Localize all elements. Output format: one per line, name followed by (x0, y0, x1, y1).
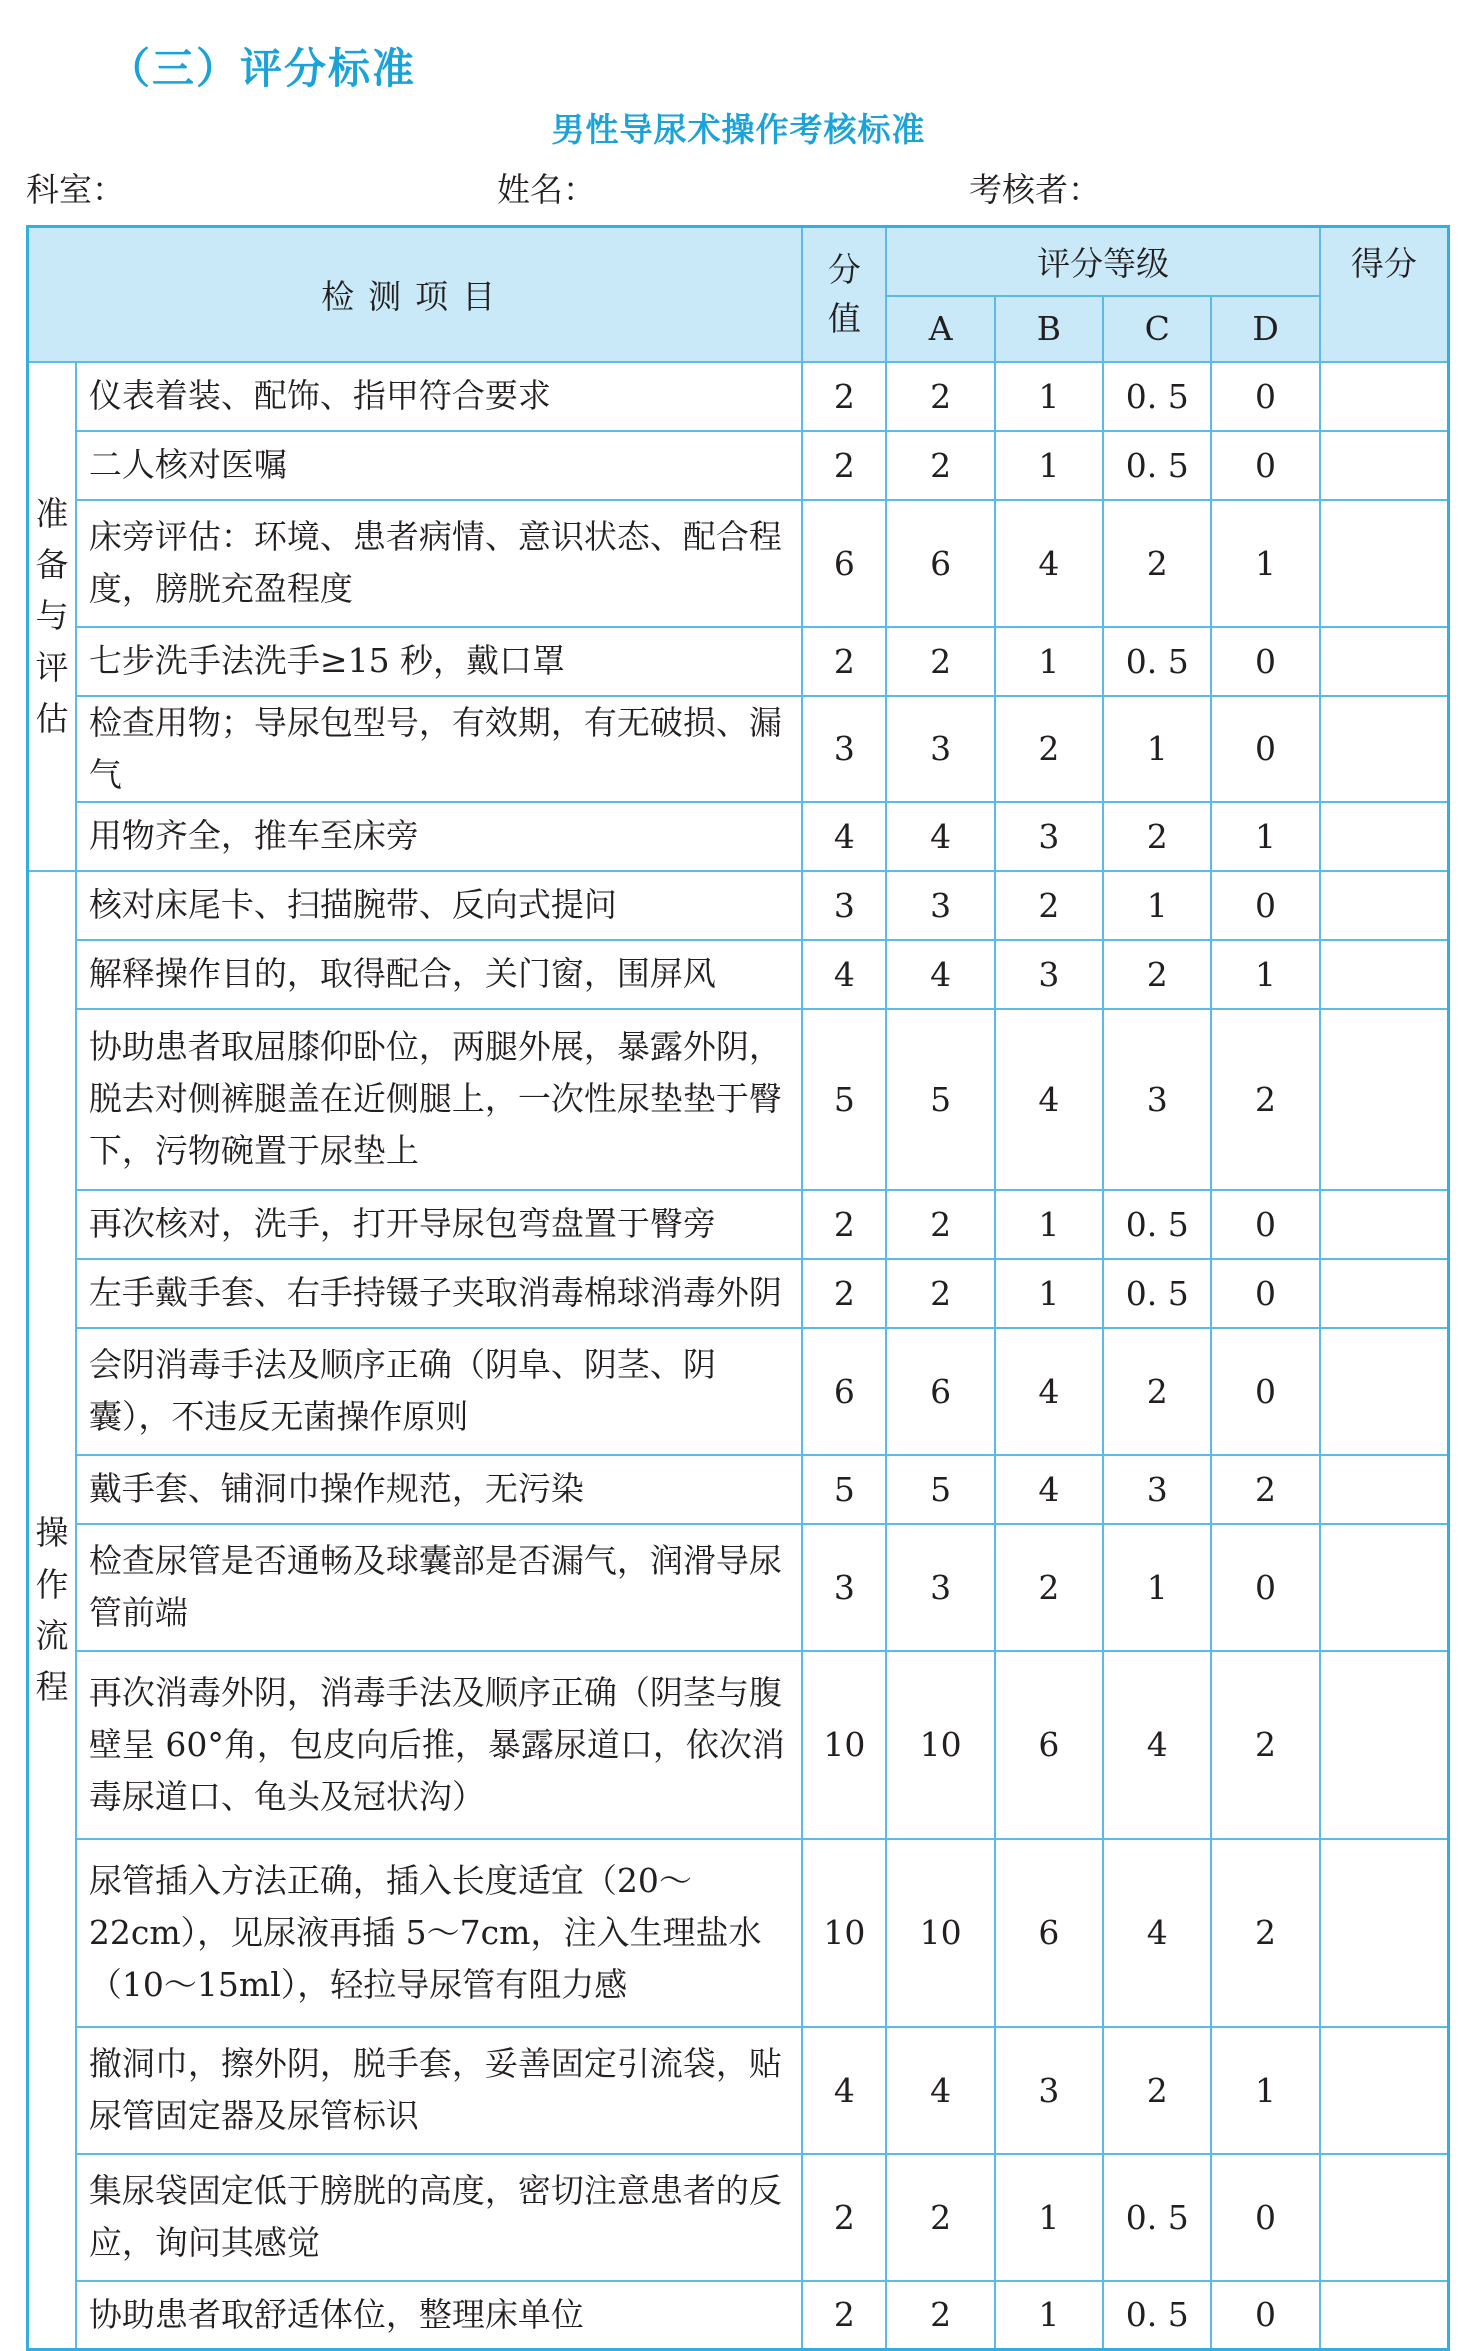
grade-d-cell: 2 (1211, 1009, 1319, 1190)
table-row (28, 1455, 1449, 1524)
section-title: （三）评分标准 (108, 44, 417, 93)
category-label: 准 备 与 评 估 (28, 362, 76, 871)
table-row (28, 1190, 1449, 1259)
score-cell[interactable] (1320, 2027, 1449, 2154)
grade-a-cell: 2 (886, 2281, 994, 2350)
grade-d-cell: 2 (1211, 1839, 1319, 2027)
table-row (28, 1839, 1449, 2027)
grade-d-cell: 0 (1211, 627, 1319, 696)
item-text: 解释操作目的，取得配合，关门窗，围屏风 (76, 940, 802, 1009)
score-cell[interactable] (1320, 1259, 1449, 1328)
grade-d-cell: 0 (1211, 871, 1319, 940)
points-cell: 3 (802, 1524, 886, 1651)
grade-b-cell: 1 (995, 627, 1103, 696)
table-row (28, 1328, 1449, 1455)
grade-b-cell: 1 (995, 2154, 1103, 2281)
grade-b-cell: 6 (995, 1651, 1103, 1839)
header-item: 检测项目 (28, 227, 803, 362)
grade-a-cell: 5 (886, 1009, 994, 1190)
grade-d-cell: 0 (1211, 1524, 1319, 1651)
points-cell: 6 (802, 1328, 886, 1455)
table-row (28, 500, 1449, 627)
item-text: 戴手套、铺洞巾操作规范，无污染 (76, 1455, 802, 1524)
grade-d-cell: 2 (1211, 1455, 1319, 1524)
item-text: 撤洞巾，擦外阴，脱手套，妥善固定引流袋，贴尿管固定器及尿管标识 (76, 2027, 802, 2154)
name-label: 姓名： (497, 170, 596, 209)
points-cell: 2 (802, 627, 886, 696)
points-cell: 2 (802, 1190, 886, 1259)
score-cell[interactable] (1320, 871, 1449, 940)
table-row (28, 1259, 1449, 1328)
table-row (28, 362, 1449, 431)
points-cell: 2 (802, 431, 886, 500)
grade-a-cell: 2 (886, 627, 994, 696)
grade-c-cell: 2 (1103, 1328, 1211, 1455)
grade-c-cell: 2 (1103, 802, 1211, 871)
grade-b-cell: 4 (995, 1009, 1103, 1190)
points-cell: 6 (802, 500, 886, 627)
table-row (28, 1009, 1449, 1190)
score-cell[interactable] (1320, 362, 1449, 431)
item-text: 仪表着装、配饰、指甲符合要求 (76, 362, 802, 431)
grade-c-cell: 4 (1103, 1651, 1211, 1839)
table-row (28, 2154, 1449, 2281)
item-text: 尿管插入方法正确，插入长度适宜（20～22cm），见尿液再插 5～7cm，注入生理盐水（10～15ml），轻拉导尿管有阻力感 (76, 1839, 802, 2027)
grade-a-cell: 2 (886, 431, 994, 500)
header-grade-a: A (886, 296, 994, 362)
grade-c-cell: 2 (1103, 940, 1211, 1009)
grade-a-cell: 3 (886, 1524, 994, 1651)
grade-b-cell: 3 (995, 2027, 1103, 2154)
table-row (28, 2027, 1449, 2154)
grade-d-cell: 0 (1211, 696, 1319, 802)
table-row (28, 871, 1449, 940)
header-score: 得分 (1320, 227, 1449, 362)
grade-c-cell: 0. 5 (1103, 2154, 1211, 2281)
item-text: 二人核对医嘱 (76, 431, 802, 500)
table-row (28, 802, 1449, 871)
department-label: 科室： (26, 170, 125, 209)
grade-a-cell: 2 (886, 1190, 994, 1259)
grade-a-cell: 5 (886, 1455, 994, 1524)
points-cell: 4 (802, 940, 886, 1009)
scoring-table (26, 225, 1450, 2351)
points-cell: 10 (802, 1839, 886, 2027)
points-cell: 2 (802, 362, 886, 431)
table-header (28, 227, 1449, 362)
grade-c-cell: 1 (1103, 1524, 1211, 1651)
table-row (28, 696, 1449, 802)
score-cell[interactable] (1320, 431, 1449, 500)
grade-c-cell: 3 (1103, 1455, 1211, 1524)
header-points: 分 值 (802, 227, 886, 362)
grade-c-cell: 0. 5 (1103, 627, 1211, 696)
item-text: 床旁评估：环境、患者病情、意识状态、配合程度，膀胱充盈程度 (76, 500, 802, 627)
score-cell[interactable] (1320, 1524, 1449, 1651)
grade-b-cell: 2 (995, 1524, 1103, 1651)
item-text: 会阴消毒手法及顺序正确（阴阜、阴茎、阴囊），不违反无菌操作原则 (76, 1328, 802, 1455)
grade-d-cell: 0 (1211, 1190, 1319, 1259)
table-row (28, 1524, 1449, 1651)
grade-a-cell: 4 (886, 2027, 994, 2154)
grade-d-cell: 0 (1211, 1259, 1319, 1328)
grade-a-cell: 2 (886, 2154, 994, 2281)
item-text: 七步洗手法洗手≥15 秒，戴口罩 (76, 627, 802, 696)
score-cell[interactable] (1320, 2154, 1449, 2281)
grade-d-cell: 1 (1211, 940, 1319, 1009)
item-text: 再次消毒外阴，消毒手法及顺序正确（阴茎与腹壁呈 60°角，包皮向后推，暴露尿道口，依次消毒尿道口、龟头及冠状沟） (76, 1651, 802, 1839)
grade-a-cell: 3 (886, 696, 994, 802)
category-label: 操 作 流 程 (28, 871, 76, 2350)
grade-c-cell: 0. 5 (1103, 362, 1211, 431)
grade-b-cell: 6 (995, 1839, 1103, 2027)
header-grade-c: C (1103, 296, 1211, 362)
grade-d-cell: 0 (1211, 2154, 1319, 2281)
grade-d-cell: 2 (1211, 1651, 1319, 1839)
points-cell: 5 (802, 1455, 886, 1524)
points-cell: 10 (802, 1651, 886, 1839)
points-cell: 2 (802, 2281, 886, 2350)
item-text: 核对床尾卡、扫描腕带、反向式提问 (76, 871, 802, 940)
item-text: 左手戴手套、右手持镊子夹取消毒棉球消毒外阴 (76, 1259, 802, 1328)
grade-b-cell: 4 (995, 500, 1103, 627)
grade-c-cell: 0. 5 (1103, 1259, 1211, 1328)
score-cell[interactable] (1320, 2281, 1449, 2350)
grade-b-cell: 1 (995, 1190, 1103, 1259)
header-grade-group: 评分等级 (886, 227, 1319, 296)
grade-b-cell: 1 (995, 2281, 1103, 2350)
points-cell: 4 (802, 802, 886, 871)
points-cell: 4 (802, 2027, 886, 2154)
grade-b-cell: 2 (995, 871, 1103, 940)
points-cell: 2 (802, 2154, 886, 2281)
score-cell[interactable] (1320, 500, 1449, 627)
score-cell[interactable] (1320, 696, 1449, 802)
grade-d-cell: 0 (1211, 431, 1319, 500)
score-cell[interactable] (1320, 1190, 1449, 1259)
grade-a-cell: 10 (886, 1651, 994, 1839)
score-cell[interactable] (1320, 627, 1449, 696)
item-text: 协助患者取屈膝仰卧位，两腿外展，暴露外阴，脱去对侧裤腿盖在近侧腿上，一次性尿垫垫于臀下，污物碗置于尿垫上 (76, 1009, 802, 1190)
score-cell[interactable] (1320, 940, 1449, 1009)
score-cell[interactable] (1320, 1839, 1449, 2027)
grade-c-cell: 0. 5 (1103, 2281, 1211, 2350)
item-text: 用物齐全，推车至床旁 (76, 802, 802, 871)
score-cell[interactable] (1320, 802, 1449, 871)
grade-c-cell: 0. 5 (1103, 431, 1211, 500)
grade-d-cell: 0 (1211, 1328, 1319, 1455)
grade-c-cell: 1 (1103, 696, 1211, 802)
document-title: 男性导尿术操作考核标准 (551, 110, 926, 149)
points-cell: 5 (802, 1009, 886, 1190)
grade-c-cell: 2 (1103, 2027, 1211, 2154)
score-cell[interactable] (1320, 1009, 1449, 1190)
grade-b-cell: 4 (995, 1328, 1103, 1455)
grade-c-cell: 1 (1103, 871, 1211, 940)
header-grade-b: B (995, 296, 1103, 362)
grade-b-cell: 3 (995, 940, 1103, 1009)
item-text: 协助患者取舒适体位，整理床单位 (76, 2281, 802, 2350)
grade-a-cell: 6 (886, 1328, 994, 1455)
score-cell[interactable] (1320, 1651, 1449, 1839)
points-cell: 3 (802, 696, 886, 802)
header-grade-d: D (1211, 296, 1319, 362)
grade-a-cell: 6 (886, 500, 994, 627)
grade-b-cell: 1 (995, 431, 1103, 500)
item-text: 检查尿管是否通畅及球囊部是否漏气，润滑导尿管前端 (76, 1524, 802, 1651)
table-row (28, 940, 1449, 1009)
grade-d-cell: 1 (1211, 2027, 1319, 2154)
examiner-label: 考核者： (969, 170, 1101, 209)
points-cell: 3 (802, 871, 886, 940)
grade-d-cell: 0 (1211, 362, 1319, 431)
grade-b-cell: 3 (995, 802, 1103, 871)
grade-c-cell: 2 (1103, 500, 1211, 627)
grade-b-cell: 4 (995, 1455, 1103, 1524)
item-text: 检查用物；导尿包型号，有效期，有无破损、漏气 (76, 696, 802, 802)
score-cell[interactable] (1320, 1328, 1449, 1455)
grade-b-cell: 2 (995, 696, 1103, 802)
grade-a-cell: 4 (886, 940, 994, 1009)
score-cell[interactable] (1320, 1455, 1449, 1524)
grade-a-cell: 3 (886, 871, 994, 940)
table-row (28, 431, 1449, 500)
points-cell: 2 (802, 1259, 886, 1328)
grade-d-cell: 1 (1211, 802, 1319, 871)
grade-c-cell: 3 (1103, 1009, 1211, 1190)
table-row (28, 1651, 1449, 1839)
grade-a-cell: 10 (886, 1839, 994, 2027)
item-text: 集尿袋固定低于膀胱的高度，密切注意患者的反应，询问其感觉 (76, 2154, 802, 2281)
grade-b-cell: 1 (995, 362, 1103, 431)
table-body (28, 362, 1449, 2350)
grade-a-cell: 4 (886, 802, 994, 871)
grade-c-cell: 0. 5 (1103, 1190, 1211, 1259)
grade-d-cell: 1 (1211, 500, 1319, 627)
grade-a-cell: 2 (886, 362, 994, 431)
grade-a-cell: 2 (886, 1259, 994, 1328)
grade-d-cell: 0 (1211, 2281, 1319, 2350)
grade-c-cell: 4 (1103, 1839, 1211, 2027)
table-row (28, 2281, 1449, 2350)
item-text: 再次核对，洗手，打开导尿包弯盘置于臀旁 (76, 1190, 802, 1259)
table-row (28, 627, 1449, 696)
grade-b-cell: 1 (995, 1259, 1103, 1328)
